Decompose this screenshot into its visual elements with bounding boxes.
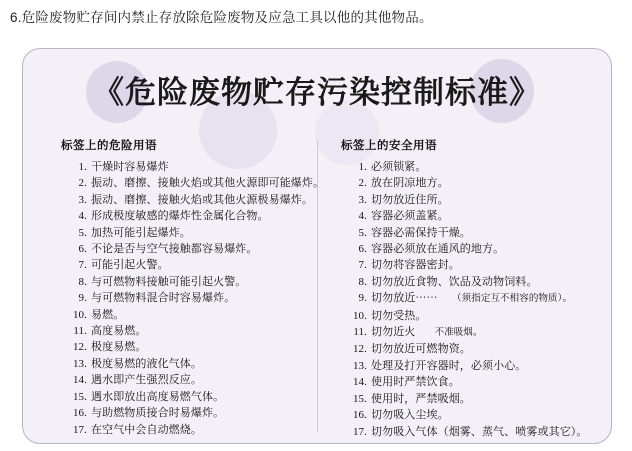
hazard-phrase-item bbox=[61, 389, 311, 405]
safety-phrase-item bbox=[341, 208, 603, 224]
standard-slide bbox=[22, 48, 612, 444]
list-item-number: 16. bbox=[352, 409, 367, 422]
list-item-text: 切勿放近可燃物资。 bbox=[371, 343, 471, 356]
list-item-number: 6. bbox=[78, 243, 87, 256]
list-item-number: 13. bbox=[72, 357, 87, 370]
list-item-text: 放在阴凉地方。 bbox=[371, 177, 449, 190]
list-item-text: 遇水即产生强烈反应。 bbox=[91, 374, 202, 387]
list-item-text: 振动、磨擦、接触火焰或其他火源极易爆炸。 bbox=[91, 193, 313, 206]
list-item-text: 与可燃物料混合时容易爆炸。 bbox=[91, 292, 236, 305]
hazard-phrase-item bbox=[61, 372, 311, 388]
safety-phrase-item bbox=[341, 358, 603, 374]
list-item-text: 遇水即放出高度易燃气体。 bbox=[91, 390, 225, 403]
safety-phrase-item bbox=[341, 175, 603, 191]
list-item-text: 使用时，严禁吸烟。 bbox=[371, 392, 471, 405]
safety-phrase-item bbox=[341, 324, 603, 341]
list-item-text: 与可燃物料接触可能引起火警。 bbox=[91, 275, 247, 288]
hazard-phrase-item bbox=[61, 225, 311, 241]
safety-phrase-item bbox=[341, 308, 603, 324]
list-item-text: 切勿放近⋯⋯ bbox=[371, 292, 438, 305]
list-item-number: 10. bbox=[72, 308, 87, 321]
safety-phrase-item bbox=[341, 341, 603, 357]
hazard-phrase-item bbox=[61, 290, 311, 306]
list-item-number: 14. bbox=[72, 374, 87, 387]
hazard-phrase-item bbox=[61, 175, 325, 191]
hazard-phrase-item bbox=[61, 405, 311, 421]
list-item-number: 12. bbox=[352, 343, 367, 356]
safety-phrase-item bbox=[341, 407, 603, 423]
list-item-text: 极度易燃。 bbox=[91, 341, 147, 354]
list-item-number: 17. bbox=[352, 425, 367, 438]
list-item-text: 切勿近火 bbox=[371, 326, 416, 339]
list-item-text: 处理及打开容器时，必须小心。 bbox=[371, 359, 527, 372]
list-item-number: 3. bbox=[358, 193, 367, 206]
list-item-number: 11. bbox=[353, 326, 367, 339]
slide-title: 《危险废物贮存污染控制标准》 bbox=[93, 75, 541, 110]
list-item-text: 容器必须盖紧。 bbox=[371, 210, 449, 223]
safety-phrase-item bbox=[341, 290, 603, 307]
list-item-number: 1. bbox=[358, 161, 367, 173]
list-item-text: 易燃。 bbox=[91, 308, 125, 321]
list-item-text: 干燥时容易爆炸 bbox=[91, 161, 169, 173]
safety-phrase-item bbox=[341, 274, 603, 290]
list-item-note: （须指定互不相容的物质）。 bbox=[437, 294, 573, 305]
list-item-number: 10. bbox=[352, 309, 367, 322]
safety-phrases-column bbox=[341, 137, 603, 440]
safety-phrase-item bbox=[341, 159, 603, 175]
hazard-phrase-item bbox=[61, 241, 311, 257]
hazard-phrase-item bbox=[61, 159, 311, 175]
list-item-number: 2. bbox=[78, 177, 87, 190]
list-item-number: 9. bbox=[78, 292, 87, 305]
list-item-number: 5. bbox=[78, 226, 87, 239]
hazard-phrase-item bbox=[61, 339, 311, 355]
list-item-number: 17. bbox=[72, 423, 87, 436]
list-item-number: 12. bbox=[72, 341, 87, 354]
list-item-text: 切勿吸入气体（烟雾、蒸气、喷雾或其它）。 bbox=[371, 425, 588, 438]
hazard-phrases-column bbox=[61, 137, 325, 438]
list-item-number: 4. bbox=[358, 210, 367, 223]
list-item-text: 不论是否与空气接触都容易爆炸。 bbox=[91, 243, 258, 256]
list-item-text: 形成极度敏感的爆炸性金属化合物。 bbox=[91, 210, 269, 223]
list-item-text: 切勿放近住所。 bbox=[371, 193, 449, 206]
list-item-number: 8. bbox=[78, 275, 87, 288]
list-item-text: 切勿放近食物、饮品及动物饲料。 bbox=[371, 275, 538, 288]
hazard-phrase-item bbox=[61, 422, 311, 438]
list-item-text: 切勿吸入尘埃。 bbox=[371, 409, 449, 422]
list-item-text: 切勿将容器密封。 bbox=[371, 259, 460, 272]
safety-phrases-list bbox=[341, 159, 603, 440]
list-item-text: 高度易燃。 bbox=[91, 325, 147, 338]
list-item-note: 不准吸烟。 bbox=[415, 328, 483, 339]
list-item-text: 可能引起火警。 bbox=[91, 259, 169, 272]
hazard-phrase-item bbox=[61, 356, 311, 372]
page-note-text: 6.危险废物贮存间内禁止存放除危险废物及应急工具以他的其他物品。 bbox=[10, 10, 433, 25]
list-item-number: 15. bbox=[72, 390, 87, 403]
list-item-text: 与助燃物质接合时易爆炸。 bbox=[91, 407, 225, 420]
safety-phrase-item bbox=[341, 241, 603, 257]
safety-phrase-item bbox=[341, 374, 603, 390]
list-item-number: 15. bbox=[352, 392, 367, 405]
hazard-phrase-item bbox=[61, 307, 311, 323]
list-item-text: 在空气中会自动燃烧。 bbox=[91, 423, 202, 436]
list-item-text: 极度易燃的液化气体。 bbox=[91, 357, 202, 370]
hazard-phrase-item bbox=[61, 192, 311, 208]
list-item-number: 9. bbox=[358, 292, 367, 305]
hazard-phrase-item bbox=[61, 274, 311, 290]
hazard-phrase-item bbox=[61, 257, 311, 273]
safety-phrases-heading: 标签上的安全用语 bbox=[341, 140, 437, 152]
list-item-number: 4. bbox=[78, 210, 87, 223]
hazard-phrases-heading: 标签上的危险用语 bbox=[61, 140, 157, 152]
safety-phrase-item bbox=[341, 192, 603, 208]
list-item-number: 14. bbox=[352, 376, 367, 389]
list-item-text: 加热可能引起爆炸。 bbox=[91, 226, 191, 239]
list-item-number: 16. bbox=[72, 407, 87, 420]
list-item-text: 容器必需保持干燥。 bbox=[371, 226, 471, 239]
list-item-text: 容器必须放在通风的地方。 bbox=[371, 243, 505, 256]
list-item-number: 8. bbox=[358, 275, 367, 288]
list-item-number: 2. bbox=[358, 177, 367, 190]
list-item-number: 1. bbox=[78, 161, 87, 173]
safety-phrase-item bbox=[341, 257, 603, 273]
safety-phrase-item bbox=[341, 225, 603, 241]
list-item-number: 6. bbox=[358, 243, 367, 256]
list-item-number: 3. bbox=[78, 193, 87, 206]
list-item-number: 7. bbox=[358, 259, 367, 272]
hazard-phrases-list bbox=[61, 159, 325, 438]
list-item-number: 5. bbox=[358, 226, 367, 239]
list-item-text: 切勿受热。 bbox=[371, 309, 427, 322]
list-item-text: 必须锁紧。 bbox=[371, 161, 427, 173]
list-item-text: 使用时严禁饮食。 bbox=[371, 376, 460, 389]
list-item-number: 11. bbox=[73, 325, 87, 338]
safety-phrase-item bbox=[341, 424, 603, 440]
hazard-phrase-item bbox=[61, 323, 311, 339]
hazard-phrase-item bbox=[61, 208, 311, 224]
safety-phrase-item bbox=[341, 391, 603, 407]
list-item-number: 7. bbox=[78, 259, 87, 272]
list-item-number: 13. bbox=[352, 359, 367, 372]
list-item-text: 振动、磨擦、接触火焰或其他火源即可能爆炸。 bbox=[91, 177, 325, 190]
